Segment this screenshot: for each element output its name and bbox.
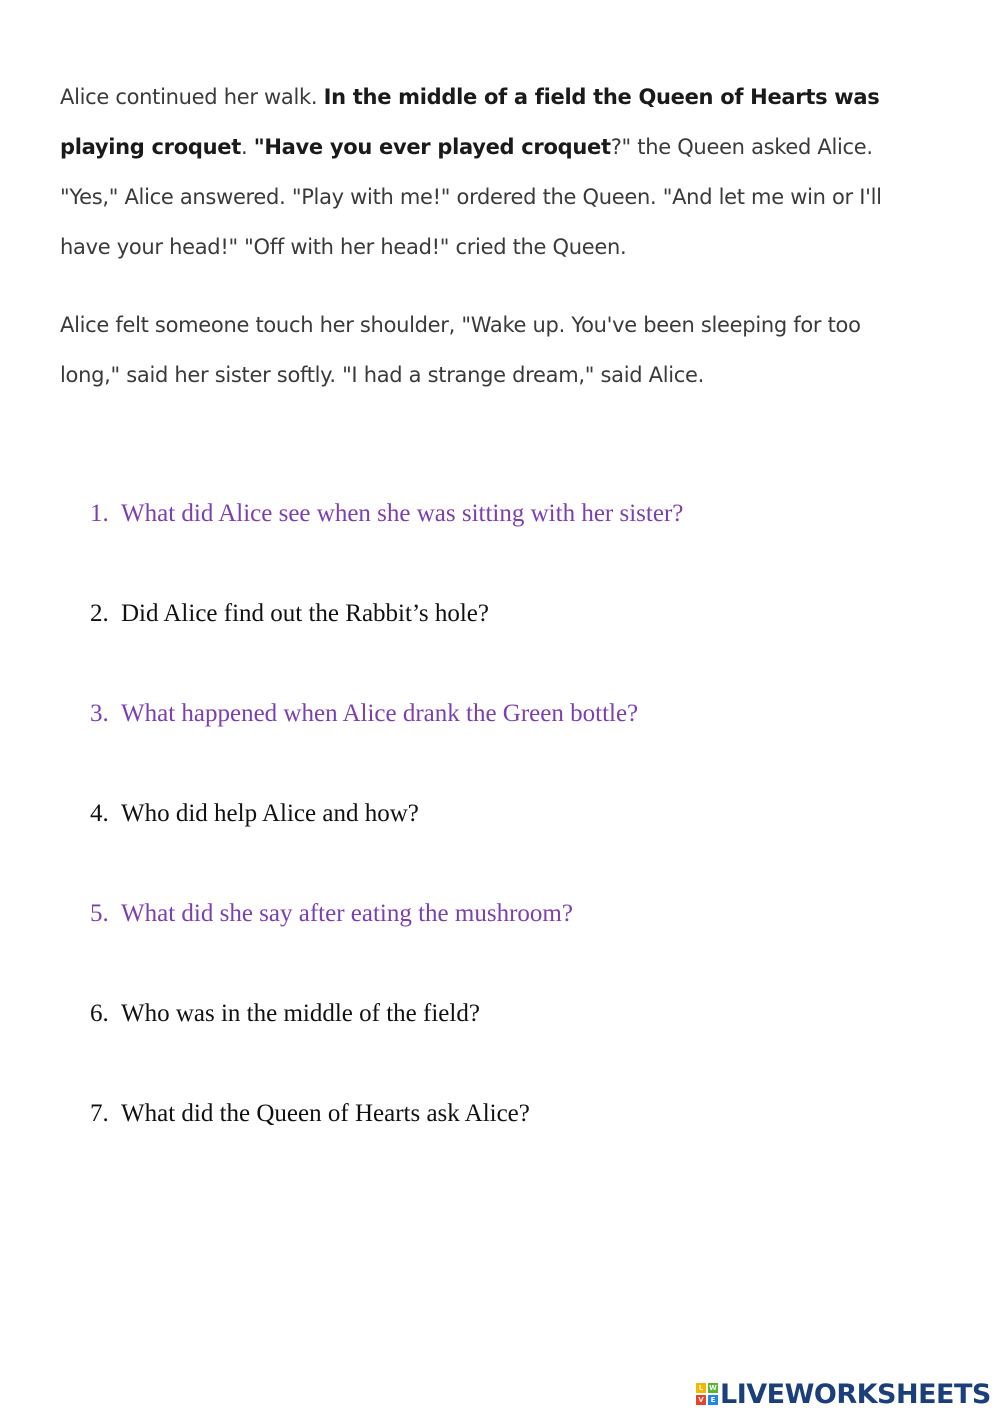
question-text: Did Alice find out the Rabbit’s hole? bbox=[121, 600, 489, 627]
question-item bbox=[90, 894, 910, 994]
logo-mark-cell: E bbox=[708, 1395, 718, 1405]
logo-text: LIVEWORKSHEETS bbox=[720, 1378, 991, 1410]
logo-mark-cell: W bbox=[709, 1384, 717, 1392]
passage-text: . bbox=[240, 135, 254, 159]
passage-text: ?" the Queen asked Alice. "Yes," Alice answered. "Play with me!" ordered the Queen. "And let me win or I'll have your head!" "Off with her head!" cried the Queen. bbox=[60, 135, 882, 259]
question-item bbox=[90, 994, 910, 1094]
reading-passage bbox=[60, 72, 920, 428]
question-item bbox=[90, 494, 910, 594]
question-text: What happened when Alice drank the Green bottle? bbox=[121, 700, 639, 727]
question-list bbox=[90, 494, 910, 1194]
logo-mark-icon bbox=[696, 1383, 718, 1405]
question-number: 3. bbox=[90, 700, 109, 727]
question-item bbox=[90, 794, 910, 894]
passage-paragraph-2: Alice felt someone touch her shoulder, "Wake up. You've been sleeping for too long," said her sister softly. "I had a strange dream," said Alice. bbox=[60, 313, 861, 387]
question-text: Who was in the middle of the field? bbox=[121, 1000, 480, 1027]
question-text: What did the Queen of Hearts ask Alice? bbox=[121, 1100, 530, 1127]
question-number: 7. bbox=[90, 1100, 109, 1127]
question-text: What did she say after eating the mushroom? bbox=[121, 900, 573, 927]
liveworksheets-logo[interactable] bbox=[696, 1376, 991, 1412]
question-number: 2. bbox=[90, 600, 109, 627]
question-text: What did Alice see when she was sitting with her sister? bbox=[121, 500, 684, 527]
question-number: 5. bbox=[90, 900, 109, 927]
passage-paragraph-1 bbox=[60, 72, 920, 272]
passage-bold-text: In the middle of a field the Queen of Hearts was playing croquet bbox=[60, 85, 880, 159]
passage-bold-text: "Have you ever played croquet bbox=[253, 135, 611, 159]
question-item bbox=[90, 694, 910, 794]
passage-text: Alice continued her walk. bbox=[60, 85, 324, 109]
question-text: Who did help Alice and how? bbox=[121, 800, 419, 827]
question-number: 4. bbox=[90, 800, 109, 827]
question-number: 6. bbox=[90, 1000, 109, 1027]
question-item bbox=[90, 1094, 910, 1194]
question-number: 1. bbox=[90, 500, 109, 527]
question-item bbox=[90, 594, 910, 694]
logo-mark-cell: V bbox=[696, 1395, 706, 1405]
logo-mark-cell: L bbox=[696, 1383, 706, 1393]
